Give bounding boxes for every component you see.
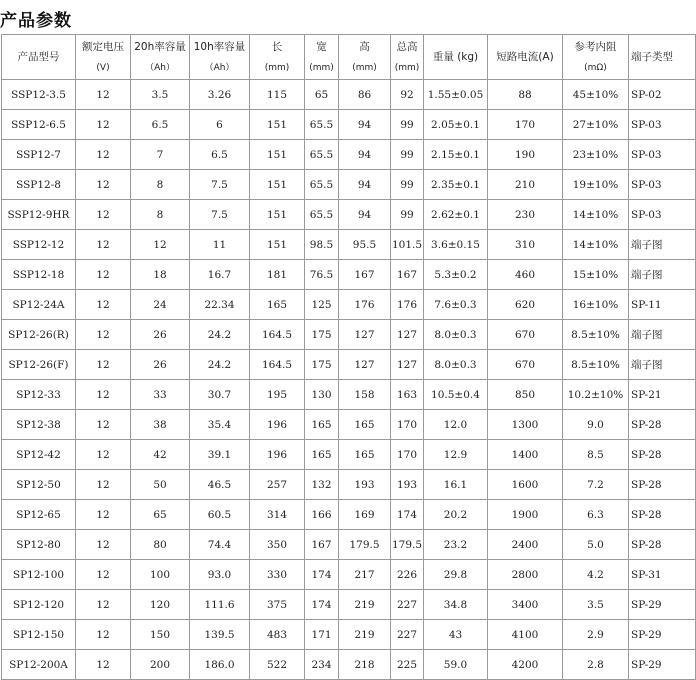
cell-capacity-10h: 24.2 <box>190 320 250 350</box>
cell-voltage: 12 <box>76 200 131 230</box>
cell-weight: 29.8 <box>424 560 488 590</box>
header-voltage <box>76 35 131 80</box>
cell-short-circuit-current: 4100 <box>488 620 563 650</box>
cell-model: SP12-24A <box>2 290 76 320</box>
table-row <box>2 560 696 590</box>
cell-terminal-type: SP-11 <box>629 290 696 320</box>
cell-capacity-10h: 11 <box>190 230 250 260</box>
cell-internal-resistance: 19±10% <box>563 170 629 200</box>
cell-height: 218 <box>339 650 391 680</box>
cell-voltage: 12 <box>76 560 131 590</box>
cell-short-circuit-current: 670 <box>488 320 563 350</box>
cell-model: SP12-26(F) <box>2 350 76 380</box>
cell-model: SSP12-12 <box>2 230 76 260</box>
cell-weight: 8.0±0.3 <box>424 320 488 350</box>
cell-capacity-20h: 38 <box>131 410 190 440</box>
header-label: 宽 <box>316 40 327 53</box>
header-unit: (V) <box>96 62 110 73</box>
cell-capacity-10h: 3.26 <box>190 80 250 110</box>
cell-total-height: 99 <box>391 110 424 140</box>
cell-capacity-10h: 60.5 <box>190 500 250 530</box>
cell-voltage: 12 <box>76 230 131 260</box>
cell-height: 219 <box>339 620 391 650</box>
cell-capacity-10h: 186.0 <box>190 650 250 680</box>
cell-weight: 59.0 <box>424 650 488 680</box>
cell-capacity-20h: 65 <box>131 500 190 530</box>
cell-capacity-10h: 93.0 <box>190 560 250 590</box>
cell-height: 193 <box>339 470 391 500</box>
cell-capacity-10h: 6.5 <box>190 140 250 170</box>
cell-short-circuit-current: 670 <box>488 350 563 380</box>
cell-short-circuit-current: 1300 <box>488 410 563 440</box>
cell-width: 175 <box>305 350 339 380</box>
cell-model: SP12-150 <box>2 620 76 650</box>
cell-height: 127 <box>339 350 391 380</box>
cell-model: SP12-26(R) <box>2 320 76 350</box>
cell-total-height: 170 <box>391 440 424 470</box>
cell-terminal-type: 端子图 <box>629 260 696 290</box>
cell-short-circuit-current: 4200 <box>488 650 563 680</box>
cell-terminal-type: SP-29 <box>629 650 696 680</box>
cell-capacity-10h: 30.7 <box>190 380 250 410</box>
table-row <box>2 110 696 140</box>
cell-weight: 43 <box>424 620 488 650</box>
header-label: 端子类型 <box>631 51 673 63</box>
cell-height: 95.5 <box>339 230 391 260</box>
header-unit: (mm) <box>352 62 377 73</box>
cell-internal-resistance: 14±10% <box>563 230 629 260</box>
table-row <box>2 290 696 320</box>
cell-short-circuit-current: 850 <box>488 380 563 410</box>
cell-capacity-20h: 80 <box>131 530 190 560</box>
cell-height: 219 <box>339 590 391 620</box>
header-label: 短路电流(A) <box>496 51 554 63</box>
cell-width: 65.5 <box>305 170 339 200</box>
cell-length: 164.5 <box>250 320 305 350</box>
cell-capacity-20h: 26 <box>131 320 190 350</box>
cell-width: 174 <box>305 560 339 590</box>
cell-width: 165 <box>305 410 339 440</box>
cell-length: 151 <box>250 200 305 230</box>
table-row <box>2 440 696 470</box>
cell-total-height: 170 <box>391 410 424 440</box>
cell-total-height: 127 <box>391 350 424 380</box>
cell-height: 86 <box>339 80 391 110</box>
cell-internal-resistance: 16±10% <box>563 290 629 320</box>
cell-length: 195 <box>250 380 305 410</box>
cell-width: 175 <box>305 320 339 350</box>
cell-capacity-20h: 120 <box>131 590 190 620</box>
cell-capacity-20h: 50 <box>131 470 190 500</box>
cell-capacity-10h: 46.5 <box>190 470 250 500</box>
cell-capacity-10h: 139.5 <box>190 620 250 650</box>
table-row <box>2 500 696 530</box>
cell-internal-resistance: 8.5 <box>563 440 629 470</box>
table-row <box>2 350 696 380</box>
cell-total-height: 227 <box>391 620 424 650</box>
cell-voltage: 12 <box>76 590 131 620</box>
cell-internal-resistance: 23±10% <box>563 140 629 170</box>
cell-weight: 2.15±0.1 <box>424 140 488 170</box>
cell-model: SSP12-7 <box>2 140 76 170</box>
cell-internal-resistance: 2.8 <box>563 650 629 680</box>
cell-weight: 12.9 <box>424 440 488 470</box>
header-unit: (mΩ) <box>584 62 607 73</box>
cell-capacity-20h: 6.5 <box>131 110 190 140</box>
cell-capacity-10h: 22.34 <box>190 290 250 320</box>
cell-capacity-20h: 200 <box>131 650 190 680</box>
cell-total-height: 163 <box>391 380 424 410</box>
cell-terminal-type: SP-28 <box>629 500 696 530</box>
table-row <box>2 380 696 410</box>
cell-length: 330 <box>250 560 305 590</box>
cell-weight: 7.6±0.3 <box>424 290 488 320</box>
cell-model: SSP12-9HR <box>2 200 76 230</box>
cell-weight: 23.2 <box>424 530 488 560</box>
cell-length: 196 <box>250 440 305 470</box>
cell-model: SP12-50 <box>2 470 76 500</box>
cell-weight: 8.0±0.3 <box>424 350 488 380</box>
cell-width: 174 <box>305 590 339 620</box>
header-unit: (mm) <box>394 62 420 73</box>
cell-short-circuit-current: 620 <box>488 290 563 320</box>
cell-short-circuit-current: 3400 <box>488 590 563 620</box>
cell-voltage: 12 <box>76 140 131 170</box>
table-row <box>2 140 696 170</box>
cell-height: 169 <box>339 500 391 530</box>
cell-short-circuit-current: 1900 <box>488 500 563 530</box>
cell-length: 314 <box>250 500 305 530</box>
cell-width: 98.5 <box>305 230 339 260</box>
cell-voltage: 12 <box>76 470 131 500</box>
cell-voltage: 12 <box>76 410 131 440</box>
cell-total-height: 99 <box>391 140 424 170</box>
cell-internal-resistance: 45±10% <box>563 80 629 110</box>
cell-height: 127 <box>339 320 391 350</box>
cell-weight: 10.5±0.4 <box>424 380 488 410</box>
cell-terminal-type: SP-29 <box>629 620 696 650</box>
cell-capacity-20h: 24 <box>131 290 190 320</box>
cell-internal-resistance: 7.2 <box>563 470 629 500</box>
cell-width: 130 <box>305 380 339 410</box>
header-total-height <box>391 35 424 80</box>
table-row <box>2 80 696 110</box>
cell-width: 65.5 <box>305 200 339 230</box>
cell-capacity-20h: 26 <box>131 350 190 380</box>
cell-model: SP12-100 <box>2 560 76 590</box>
cell-short-circuit-current: 190 <box>488 140 563 170</box>
cell-total-height: 99 <box>391 170 424 200</box>
header-label: 产品型号 <box>17 51 60 63</box>
table-row <box>2 260 696 290</box>
cell-internal-resistance: 8.5±10% <box>563 350 629 380</box>
cell-capacity-20h: 8 <box>131 200 190 230</box>
cell-internal-resistance: 10.2±10% <box>563 380 629 410</box>
cell-capacity-20h: 18 <box>131 260 190 290</box>
cell-capacity-10h: 7.5 <box>190 200 250 230</box>
cell-short-circuit-current: 1400 <box>488 440 563 470</box>
cell-internal-resistance: 3.5 <box>563 590 629 620</box>
table-body <box>2 80 696 680</box>
cell-length: 196 <box>250 410 305 440</box>
cell-voltage: 12 <box>76 350 131 380</box>
cell-short-circuit-current: 2400 <box>488 530 563 560</box>
cell-model: SP12-65 <box>2 500 76 530</box>
cell-short-circuit-current: 2800 <box>488 560 563 590</box>
cell-width: 76.5 <box>305 260 339 290</box>
cell-terminal-type: SP-03 <box>629 200 696 230</box>
header-label: 10h率容量 <box>193 40 246 53</box>
table-row <box>2 590 696 620</box>
cell-short-circuit-current: 210 <box>488 170 563 200</box>
cell-short-circuit-current: 88 <box>488 80 563 110</box>
cell-terminal-type: SP-31 <box>629 560 696 590</box>
cell-weight: 2.05±0.1 <box>424 110 488 140</box>
cell-length: 151 <box>250 140 305 170</box>
cell-height: 94 <box>339 110 391 140</box>
table-header-row <box>2 35 696 80</box>
table-row <box>2 470 696 500</box>
cell-model: SP12-80 <box>2 530 76 560</box>
cell-model: SP12-42 <box>2 440 76 470</box>
cell-capacity-10h: 7.5 <box>190 170 250 200</box>
cell-total-height: 227 <box>391 590 424 620</box>
cell-internal-resistance: 27±10% <box>563 110 629 140</box>
cell-capacity-10h: 35.4 <box>190 410 250 440</box>
cell-internal-resistance: 14±10% <box>563 200 629 230</box>
table-row <box>2 170 696 200</box>
cell-terminal-type: SP-02 <box>629 80 696 110</box>
cell-voltage: 12 <box>76 80 131 110</box>
cell-height: 158 <box>339 380 391 410</box>
cell-internal-resistance: 5.0 <box>563 530 629 560</box>
cell-height: 217 <box>339 560 391 590</box>
table-row <box>2 230 696 260</box>
cell-capacity-10h: 24.2 <box>190 350 250 380</box>
cell-internal-resistance: 9.0 <box>563 410 629 440</box>
cell-model: SP12-33 <box>2 380 76 410</box>
cell-length: 164.5 <box>250 350 305 380</box>
cell-length: 181 <box>250 260 305 290</box>
table-row <box>2 410 696 440</box>
cell-voltage: 12 <box>76 650 131 680</box>
cell-terminal-type: SP-03 <box>629 170 696 200</box>
cell-height: 179.5 <box>339 530 391 560</box>
cell-short-circuit-current: 170 <box>488 110 563 140</box>
cell-length: 522 <box>250 650 305 680</box>
cell-voltage: 12 <box>76 290 131 320</box>
cell-short-circuit-current: 460 <box>488 260 563 290</box>
cell-voltage: 12 <box>76 320 131 350</box>
cell-capacity-20h: 33 <box>131 380 190 410</box>
cell-width: 125 <box>305 290 339 320</box>
cell-capacity-20h: 12 <box>131 230 190 260</box>
cell-length: 165 <box>250 290 305 320</box>
cell-terminal-type: SP-28 <box>629 440 696 470</box>
header-short-circuit-current <box>488 35 563 80</box>
cell-length: 257 <box>250 470 305 500</box>
product-params-table <box>1 34 696 680</box>
header-unit: （Ah） <box>204 62 235 73</box>
cell-total-height: 226 <box>391 560 424 590</box>
header-label: 高 <box>359 40 370 53</box>
cell-weight: 12.0 <box>424 410 488 440</box>
cell-height: 94 <box>339 200 391 230</box>
cell-capacity-10h: 39.1 <box>190 440 250 470</box>
table-row <box>2 530 696 560</box>
cell-voltage: 12 <box>76 620 131 650</box>
cell-terminal-type: SP-28 <box>629 470 696 500</box>
cell-capacity-10h: 74.4 <box>190 530 250 560</box>
cell-model: SP12-120 <box>2 590 76 620</box>
cell-internal-resistance: 4.2 <box>563 560 629 590</box>
cell-terminal-type: 端子图 <box>629 320 696 350</box>
cell-length: 115 <box>250 80 305 110</box>
header-label: 参考内阻 <box>574 40 617 53</box>
header-weight <box>424 35 488 80</box>
cell-capacity-20h: 150 <box>131 620 190 650</box>
header-label: 总高 <box>396 40 418 53</box>
cell-height: 165 <box>339 410 391 440</box>
cell-capacity-20h: 42 <box>131 440 190 470</box>
cell-terminal-type: SP-28 <box>629 410 696 440</box>
header-capacity-10h <box>190 35 250 80</box>
cell-model: SP12-200A <box>2 650 76 680</box>
cell-voltage: 12 <box>76 380 131 410</box>
cell-weight: 3.6±0.15 <box>424 230 488 260</box>
header-internal-resistance <box>563 35 629 80</box>
header-label: 重量 (kg) <box>432 51 479 63</box>
cell-terminal-type: SP-28 <box>629 530 696 560</box>
header-height <box>339 35 391 80</box>
header-model <box>2 35 76 80</box>
table-row <box>2 320 696 350</box>
cell-short-circuit-current: 1600 <box>488 470 563 500</box>
cell-weight: 20.2 <box>424 500 488 530</box>
cell-weight: 2.62±0.1 <box>424 200 488 230</box>
cell-length: 483 <box>250 620 305 650</box>
cell-voltage: 12 <box>76 440 131 470</box>
cell-height: 167 <box>339 260 391 290</box>
cell-total-height: 176 <box>391 290 424 320</box>
header-terminal-type <box>629 35 696 80</box>
cell-length: 151 <box>250 110 305 140</box>
cell-weight: 34.8 <box>424 590 488 620</box>
cell-total-height: 127 <box>391 320 424 350</box>
cell-width: 65.5 <box>305 140 339 170</box>
header-capacity-20h <box>131 35 190 80</box>
cell-model: SSP12-6.5 <box>2 110 76 140</box>
cell-weight: 2.35±0.1 <box>424 170 488 200</box>
cell-voltage: 12 <box>76 530 131 560</box>
cell-width: 65.5 <box>305 110 339 140</box>
cell-model: SSP12-18 <box>2 260 76 290</box>
cell-total-height: 179.5 <box>391 530 424 560</box>
cell-short-circuit-current: 230 <box>488 200 563 230</box>
cell-capacity-20h: 100 <box>131 560 190 590</box>
cell-width: 166 <box>305 500 339 530</box>
header-unit: (mm) <box>309 62 334 73</box>
cell-voltage: 12 <box>76 170 131 200</box>
cell-total-height: 101.5 <box>391 230 424 260</box>
cell-voltage: 12 <box>76 500 131 530</box>
cell-width: 132 <box>305 470 339 500</box>
cell-voltage: 12 <box>76 110 131 140</box>
table-row <box>2 200 696 230</box>
cell-width: 65 <box>305 80 339 110</box>
cell-model: SSP12-3.5 <box>2 80 76 110</box>
cell-model: SSP12-8 <box>2 170 76 200</box>
cell-width: 171 <box>305 620 339 650</box>
cell-width: 234 <box>305 650 339 680</box>
header-length <box>250 35 305 80</box>
cell-total-height: 99 <box>391 200 424 230</box>
cell-total-height: 174 <box>391 500 424 530</box>
cell-internal-resistance: 15±10% <box>563 260 629 290</box>
page-title: 产品参数 <box>0 11 72 31</box>
cell-weight: 1.55±0.05 <box>424 80 488 110</box>
cell-internal-resistance: 6.3 <box>563 500 629 530</box>
cell-terminal-type: 端子图 <box>629 230 696 260</box>
cell-voltage: 12 <box>76 260 131 290</box>
cell-weight: 5.3±0.2 <box>424 260 488 290</box>
cell-capacity-20h: 3.5 <box>131 80 190 110</box>
header-label: 长 <box>271 40 283 53</box>
cell-capacity-10h: 16.7 <box>190 260 250 290</box>
cell-height: 94 <box>339 170 391 200</box>
header-unit: （Ah） <box>145 62 175 73</box>
cell-short-circuit-current: 310 <box>488 230 563 260</box>
cell-terminal-type: SP-29 <box>629 590 696 620</box>
cell-height: 176 <box>339 290 391 320</box>
cell-length: 375 <box>250 590 305 620</box>
cell-height: 165 <box>339 440 391 470</box>
table-row <box>2 650 696 680</box>
cell-length: 350 <box>250 530 305 560</box>
table-row <box>2 620 696 650</box>
cell-terminal-type: SP-03 <box>629 140 696 170</box>
cell-capacity-10h: 6 <box>190 110 250 140</box>
cell-total-height: 92 <box>391 80 424 110</box>
cell-internal-resistance: 8.5±10% <box>563 320 629 350</box>
cell-capacity-20h: 7 <box>131 140 190 170</box>
cell-length: 151 <box>250 170 305 200</box>
header-label: 额定电压 <box>82 40 124 53</box>
cell-total-height: 193 <box>391 470 424 500</box>
cell-capacity-20h: 8 <box>131 170 190 200</box>
cell-weight: 16.1 <box>424 470 488 500</box>
cell-total-height: 167 <box>391 260 424 290</box>
cell-model: SP12-38 <box>2 410 76 440</box>
cell-terminal-type: SP-21 <box>629 380 696 410</box>
header-unit: (mm) <box>264 62 290 73</box>
cell-total-height: 225 <box>391 650 424 680</box>
cell-width: 165 <box>305 440 339 470</box>
cell-height: 94 <box>339 140 391 170</box>
cell-length: 151 <box>250 230 305 260</box>
cell-terminal-type: SP-03 <box>629 110 696 140</box>
cell-capacity-10h: 111.6 <box>190 590 250 620</box>
cell-width: 167 <box>305 530 339 560</box>
header-width <box>305 35 339 80</box>
cell-internal-resistance: 2.9 <box>563 620 629 650</box>
header-label: 20h率容量 <box>134 40 186 53</box>
cell-terminal-type: 端子图 <box>629 350 696 380</box>
